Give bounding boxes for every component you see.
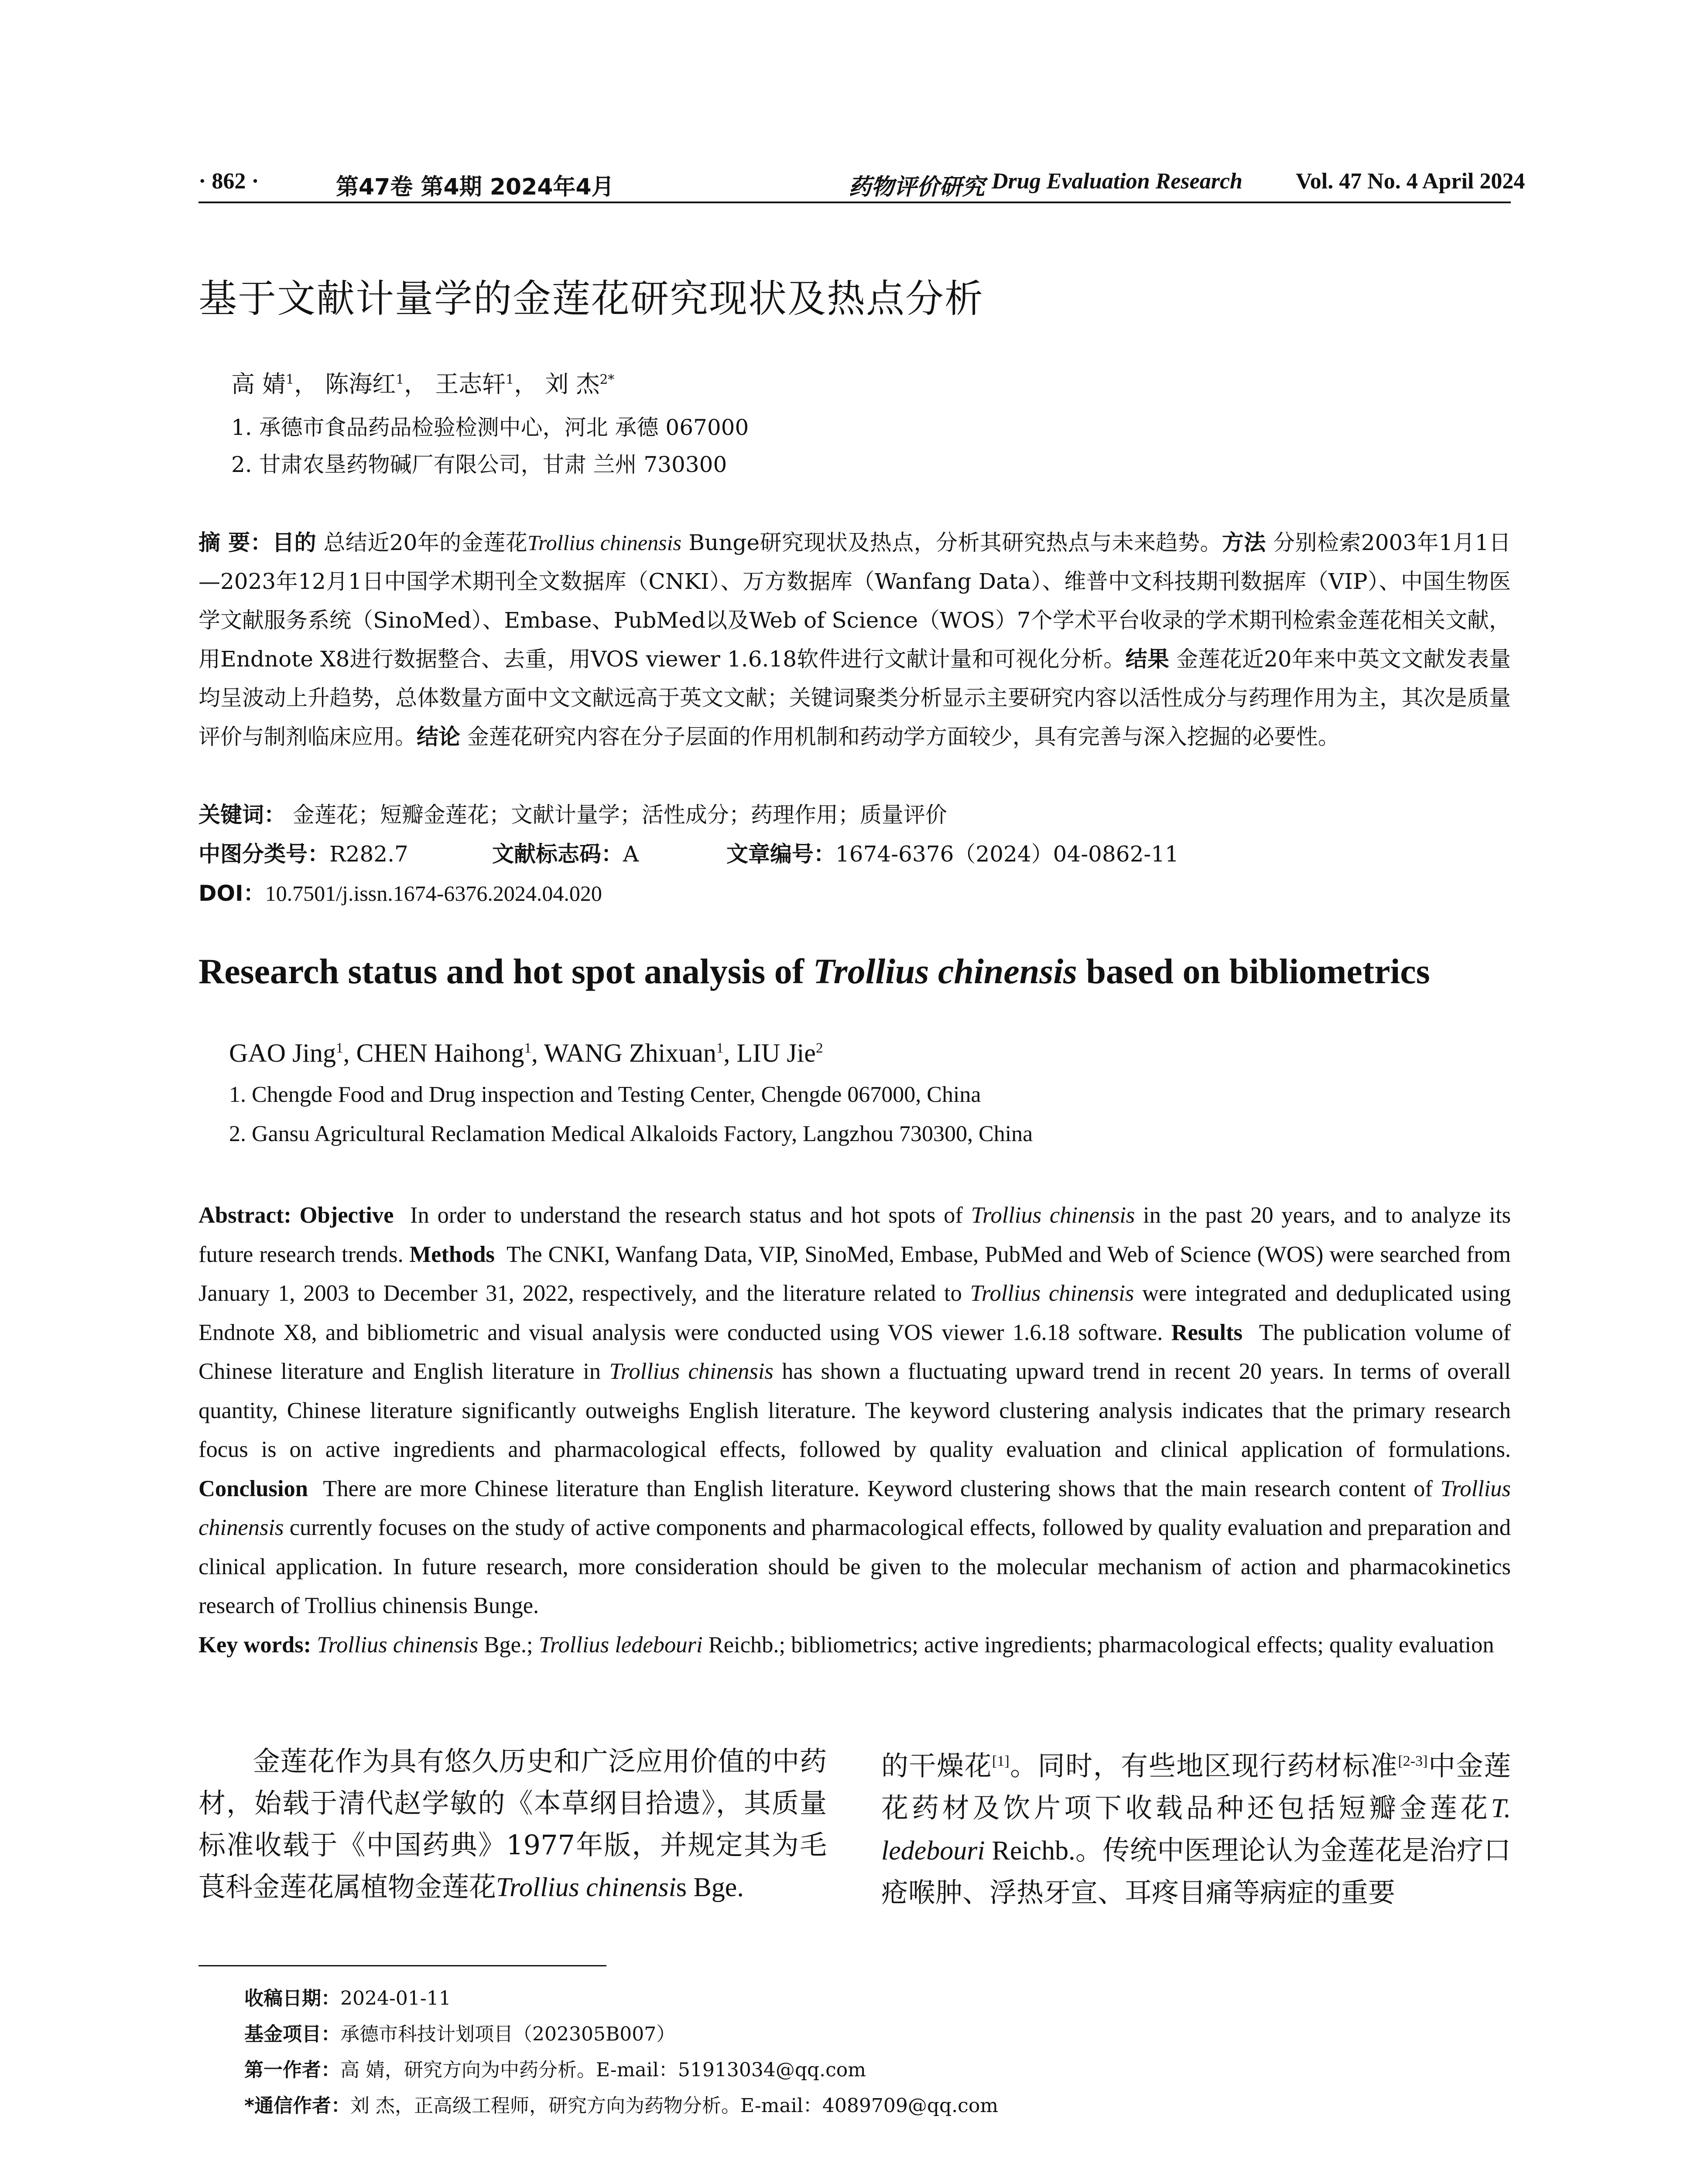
body-column-right: 的干燥花[1]。同时，有些地区现行药材标准[2-3]中金莲花药材及饮片项下收载品种还包括短瓣金莲花T. ledebouri Reichb.。传统中医理论认为金莲花是治疗口疮喉肿、浮热牙宣、耳疼目痛等病症的重要 [881,1750,1511,1908]
article-number: 文章编号：1674-6376（2024）04-0862-11 [726,841,1179,867]
footnote-first-author: 第一作者：高 婧，研究方向为中药分析。E-mail：51913034@qq.com [244,2059,866,2081]
doi: DOI：10.7501/j.issn.1674-6376.2024.04.020 [199,881,602,906]
article-title-en: Research status and hot spot analysis of Trollius chinensis based on bibliometrics [199,951,1430,991]
affiliation-cn-2: 2. 甘肃农垦药物碱厂有限公司，甘肃 兰州 730300 [231,452,727,477]
affiliation-cn-1: 1. 承德市食品药品检验检测中心，河北 承德 067000 [231,415,749,440]
running-header [199,168,1525,200]
author-cn: 陈海红 [325,370,396,398]
article-title-cn: 基于文献计量学的金莲花研究现状及热点分析 [199,276,984,321]
document-code: 文献标志码：A [492,841,639,867]
citation-ref[interactable]: [1] [992,1753,1010,1769]
journal-name-en: Drug Evaluation Research [992,169,1242,194]
affiliation-en-2: 2. Gansu Agricultural Reclamation Medical Alkaloids Factory, Langzhou 730300, China [229,1121,1033,1146]
author-cn: 王志轩 [435,370,506,398]
header-rule [199,202,1511,203]
author-en: GAO Jing [229,1039,336,1067]
authors-cn: 高 婧$^1$， 陈海红$^1$， 王志轩$^1$， 刘 杰$^{2*}$ [231,370,615,398]
classification-line: 中图分类号：R282.7 [199,841,408,867]
body-column-left: 金莲花作为具有悠久历史和广泛应用价值的中药材，始载于清代赵学敏的《本草纲目拾遗》，其质量标准收载于《中国药典》1977年版，并规定其为毛茛科金莲花属植物金莲花Trollius chinensis Bge. [199,1745,827,1903]
en-issue-info: Vol. 47 No. 4 April 2024 [1296,169,1525,194]
author-en: LIU Jie [736,1039,816,1067]
citation-ref[interactable]: [2-3] [1398,1753,1428,1769]
abstract-cn: 摘 要：目的 总结近20年的金莲花Trollius chinensis Bunge研究现状及热点，分析其研究热点与未来趋势。方法 分别检索2003年1月1日—2023年12月1日中国学术期刊全文数据库（CNKI）、万方数据库（Wanfang Data）、维普中文科技期刊数据库（VIP）、中国生物医学文献服务系统（SinoMed）、Embase、PubMed以及Web of Science（WOS）7个学术平台收录的学术期刊检索金莲花相关文献，用Endnote X8进行数据整合、去重，用VOS viewer 1.6.18软件进行文献计量和可视化分析。结果 金莲花近20年来中英文文献发表量均呈波动上升趋势，总体数量方面中文文献远高于英文文献；关键词聚类分析显示主要研究内容以活性成分与药理作用为主，其次是质量评价与制剂临床应用。结论 金莲花研究内容在分子层面的作用机制和药动学方面较少，具有完善与深入挖掘的必要性。 [199,530,1511,749]
author-en: WANG Zhixuan [544,1039,716,1067]
footnote-received: 收稿日期：2024-01-11 [244,1987,451,2010]
author-cn: 刘 杰 [545,370,600,398]
footnote-funding: 基金项目：承德市科技计划项目（202305B007） [244,2023,676,2045]
cn-issue-info: 第47卷 第4期 2024年4月 [336,174,614,200]
keywords-cn: 关键词： 金莲花；短瓣金莲花；文献计量学；活性成分；药理作用；质量评价 [199,802,947,827]
affiliation-en-1: 1. Chengde Food and Drug inspection and Testing Center, Chengde 067000, China [229,1082,981,1107]
page-number: · 862 · [199,169,259,194]
author-cn: 高 婧 [231,370,286,398]
footnote-corresponding-author: *通信作者：刘 杰，正高级工程师，研究方向为药物分析。E-mail：4089709@qq.com [244,2095,999,2117]
abstract-en: Abstract: Objective In order to understand the research status and hot spots of Trollius chinensis in the past 20 years, and to analyze its future research trends. Methods The CNKI, Wanfang Data, VIP, SinoMed, Embase, PubMed and Web of Science (WOS) were searched from January 1, 2003 to December 31, 2022, respectively, and the literature related to Trollius chinensis were integrated and deduplicated using Endnote X8, and bibliometric and visual analysis were conducted using VOS viewer 1.6.18 software. Results The publication volume of Chinese literature and English literature in Trollius chinensis has shown a fluctuating upward trend in recent 20 years. In terms of overall quantity, Chinese literature significantly outweighs English literature. The keyword clustering analysis indicates that the primary research focus is on active ingredients and pharmacological effects, followed by quality evaluation and clinical application of formulations. Conclusion There are more Chinese literature than English literature. Keyword clustering shows that the main research content of Trollius chinensis currently focuses on the study of active components and pharmacological effects, followed by quality evaluation and preparation and clinical application. In future research, more consideration should be given to the molecular mechanism of action and pharmacokinetics research of Trollius chinensis Bunge. Key words: Trollius chinensis Bge.; Trollius ledebouri Reichb.; bibliometrics; active ingredients; pharmacological effects; quality evaluation [199,1203,1511,1658]
footnote-rule [199,1965,606,1966]
author-en: CHEN Haihong [356,1039,524,1067]
journal-logo-cn: 药物评价研究 [849,174,985,200]
authors-en: GAO Jing$^1$, CHEN Haihong$^1$, WANG Zhixuan$^1$, LIU Jie$^2$ [229,1039,823,1067]
